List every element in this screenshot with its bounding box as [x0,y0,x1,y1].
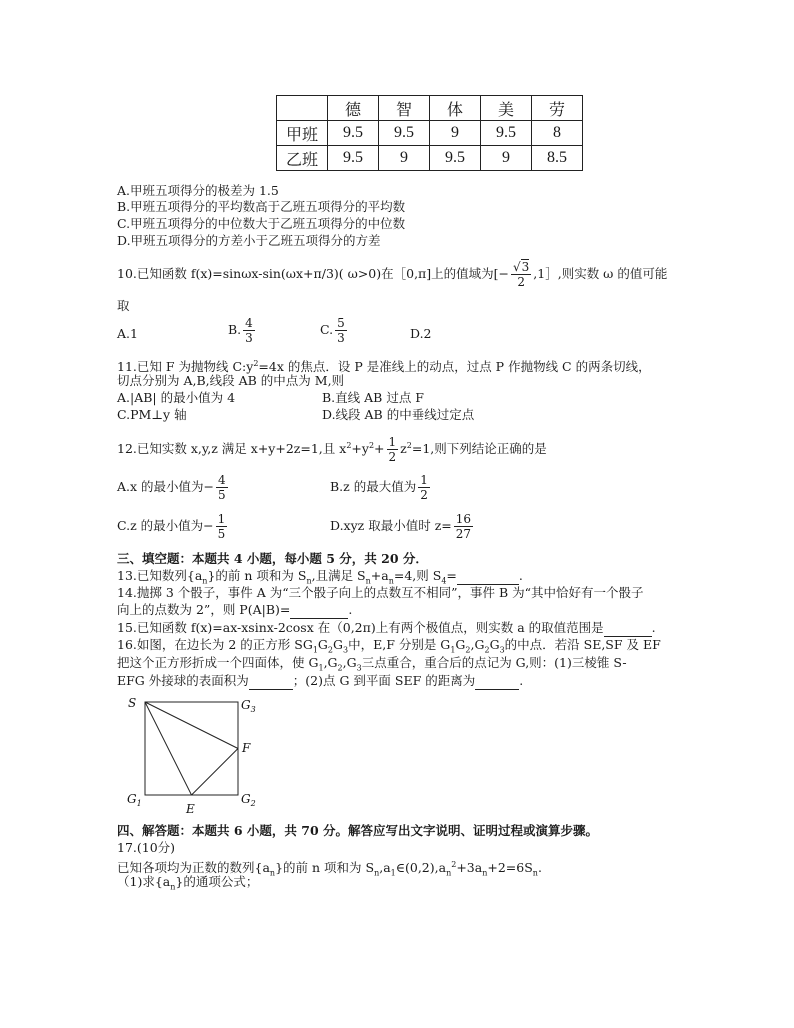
q17-header: 17.(10分) [117,840,176,855]
q13-sub: n [306,576,312,586]
q16-text: G [489,637,500,652]
q17-sub: n [170,882,176,892]
q16-text: EFG 外接球的表面积为 [117,673,249,688]
score-table [276,95,583,171]
square-fold-figure [120,692,270,822]
label-f: F [242,741,251,755]
q10-stem-text: 10.已知函数 f(x)=sinωx-sin(ωx+π/3)( ω>0)在［0,π]上的值域为[− [117,266,509,281]
q16-text: G [455,637,466,652]
q9-option-c: C.甲班五项得分的中位数大于乙班五项得分的中位数 [117,216,406,231]
table-cell: 9.5 [328,146,379,171]
frac-num: 1 [388,435,397,450]
q12-option-a-frac [216,473,228,502]
q12-option-d-frac [454,512,473,541]
q16-text: G [333,637,343,652]
q17-text: +3a [456,860,483,876]
q17-sub: n [482,868,488,878]
frac-num: 4 [218,473,226,487]
q12-option-c-text: C.z 的最小值为− [117,518,214,533]
q13-text: ,且满足 S [311,568,366,583]
q16-text: 16.如图，在边长为 2 的正方形 SG [117,637,313,652]
label-g2-sub: 2 [250,799,256,808]
q15-end: . [651,620,656,635]
section-4-title: 四、解答题：本题共 6 小题，共 70 分。解答应写出文字说明、证明过程或演算步骤。 [117,823,599,838]
q12-option-b [330,471,432,503]
q16-sub: 3 [343,645,349,655]
q17-text: ∈(0,2),a [395,860,447,876]
q11-option-a: A.|AB| 的最小值为 4 [117,390,236,405]
q12-sup: 2 [368,441,375,450]
table-cell: 9.5 [430,146,481,171]
q13-end: . [518,568,523,583]
q17-text: +2=6S [487,860,533,876]
q9-option-a: A.甲班五项得分的极差为 1.5 [117,183,279,198]
q12-text: =1,则下列结论正确的是 [411,441,547,457]
q16-end: . [519,673,524,688]
table-cell: 体 [430,96,481,121]
table-cell: 9.5 [379,121,430,146]
q16-sub: 2 [484,645,490,655]
square-outline [145,702,238,795]
label-s: S [128,696,137,710]
frac-num: 1 [420,473,428,487]
label-g1-sub: 1 [136,799,142,808]
label-e: E [186,802,195,816]
q13-text: }的前 n 项和为 S [207,568,307,583]
q14-text: 向上的点数为 2”，则 P(A|B)= [117,602,291,617]
q16-sub: 3 [356,663,362,673]
q16-text: G [317,637,328,652]
q12-stem [117,430,547,465]
table-cell: 德 [328,96,379,121]
q9-option-b: B.甲班五项得分的平均数高于乙班五项得分的平均数 [117,199,406,214]
q16-sub: 2 [337,663,343,673]
frac-den: 2 [388,450,397,465]
q17-sub: 1 [390,868,396,878]
q10-stem [117,258,667,290]
q9-option-d: D.甲班五项得分的方差小于乙班五项得分的方差 [117,233,381,248]
q10-option-a: A.1 [117,326,138,341]
section-3-title: 三、填空题：本题共 4 小题，每小题 5 分，共 20 分． [117,551,428,566]
frac-den: 5 [218,488,226,502]
q10-option-b-frac [243,316,255,345]
q15-text: 15.已知函数 f(x)=ax-xsinx-2cosx 在（0,2π)上有两个极值点，则实数 a 的取值范围是 [117,620,604,635]
q12-half-frac [387,435,399,464]
q10-stem-cont: 取 [117,298,130,313]
q16-sub: 1 [312,645,318,655]
table-cell [277,96,328,121]
q12-text: 12.已知实数 x,y,z 满足 x+y+2z=1,且 x [117,441,347,457]
q17-part1 [117,874,258,896]
q12-option-b-text: B.z 的最大值为 [330,479,417,494]
q12-sup: 2 [346,441,352,450]
q16-text: 中，E,F 分别是 G [348,637,451,652]
q11-text: 11.已知 F 为抛物线 C:y [117,359,254,375]
q16-text: ,G [323,655,338,670]
q11-sup: 2 [253,359,259,368]
q15-stem [117,620,656,637]
q10-stem-text-2: ,1］,则实数 ω 的值可能 [533,266,668,281]
q16-text: ,G [342,655,357,670]
label-g3-sub: 3 [250,705,256,714]
label-g3 [241,698,256,714]
table-cell: 乙班 [277,146,328,171]
q12-text: z [400,441,407,457]
q11-option-b: B.直线 AB 过点 F [322,390,424,405]
table-cell: 甲班 [277,121,328,146]
frac-num: 16 [455,512,472,526]
q16-answer-blank-1[interactable] [249,673,293,690]
table-cell: 8.5 [532,146,583,171]
label-g2 [241,792,256,808]
q11-option-c: C.PM⊥y 轴 [117,407,187,422]
q12-option-d-text: D.xyz 取最小值时 z= [330,518,452,533]
table-cell: 8 [532,121,583,146]
table-cell: 9.5 [328,121,379,146]
q16-answer-blank-2[interactable] [475,673,519,690]
table-cell: 9 [379,146,430,171]
q10-sqrt-value: 3 [521,260,530,274]
q10-option-d: D.2 [410,326,432,341]
table-cell: 9 [430,121,481,146]
q12-text: + [374,441,385,457]
q16-sub: 2 [465,645,471,655]
q17-sub: n [532,868,538,878]
table-header-row [277,96,583,121]
frac-den: 27 [455,527,472,541]
q12-sup: 2 [406,441,412,450]
q14-line2 [117,602,352,619]
table-cell: 9 [481,146,532,171]
q11-stem-line2: 切点分别为 A,B,线段 AB 的中点为 M,则 [117,373,345,388]
q16-text: ,G [470,637,485,652]
q11-option-d: D.线段 AB 的中垂线过定点 [322,407,475,422]
q17-text: 已知各项均为正数的数列{a [117,860,270,876]
q11-text-2: =4x 的焦点．设 P 是准线上的动点，过点 P 作抛物线 C 的两条切线， [258,359,651,375]
q13-sub: n [365,576,371,586]
label-g2-letter: G [241,792,251,806]
q17-sup: 2 [451,860,457,869]
q16-sub: 1 [318,663,324,673]
q13-text: +a [370,568,389,583]
frac-num: 4 [245,316,253,330]
q16-sub: 3 [499,645,505,655]
q16-text: 的中点．若沿 SE,SF 及 EF [504,637,661,652]
q16-text: 三点重合，重合后的点记为 G,则：(1)三棱锥 S- [361,655,627,670]
q10-option-c [320,314,349,346]
q12-option-a [117,471,230,503]
q12-option-c-frac [216,512,228,541]
segment-ef [192,749,239,796]
table-row [277,146,583,171]
label-g1 [127,792,142,808]
table-cell: 美 [481,96,532,121]
q17-text: }的通项公式； [175,874,259,889]
q10-option-c-label: C. [320,322,334,337]
q17-text: }的前 n 项和为 S [275,860,375,876]
table-cell: 劳 [532,96,583,121]
q16-line3 [117,673,523,690]
q17-text: ,a [379,860,391,876]
frac-den: 3 [245,331,253,345]
q12-text: +y [351,441,369,457]
q13-text: 13.已知数列{a [117,568,203,583]
q12-option-c [117,510,229,542]
table-row [277,121,583,146]
q10-option-b-label: B. [228,322,242,337]
frac-num: 5 [337,316,345,330]
label-g1-letter: G [127,792,137,806]
frac-den: 5 [217,527,226,541]
frac-den: 2 [420,488,428,502]
q14-end: . [348,602,353,617]
q17-text: . [537,860,542,876]
segment-se [145,702,192,795]
q15-answer-blank[interactable] [604,620,652,637]
q12-option-a-text: A.x 的最小值为− [117,479,214,494]
q10-range-fraction: $\frac{√3}{2}$ [513,260,530,289]
q12-option-b-frac [418,473,430,502]
q10-option-c-frac [335,316,347,345]
q10-option-b [228,314,257,346]
table-cell: 智 [379,96,430,121]
q17-sub: n [269,868,276,878]
segment-sf [145,702,238,749]
q16-sub: 2 [327,645,333,655]
q13-text: = [446,568,457,583]
q13-answer-blank[interactable] [457,568,519,585]
q13-sub: 4 [441,576,447,586]
q12-option-d [330,510,475,542]
label-g3-letter: G [241,698,251,712]
frac-den: 3 [337,331,345,345]
q17-text: （1)求{a [117,874,171,889]
q13-sub: n [388,576,394,586]
table-cell: 9.5 [481,121,532,146]
q16-text: 把这个正方形折成一个四面体，使 G [117,655,319,670]
q17-sub: n [446,868,452,878]
q17-sub: n [374,868,380,878]
q13-sub: n [202,576,208,586]
q10-range-den: 2 [517,275,525,289]
q16-sub: 1 [450,645,456,655]
frac-num: 1 [217,512,226,526]
q14-line1: 14.抛掷 3 个骰子，事件 A 为“三个骰子向上的点数互不相同”，事件 B 为“其中恰好有一个骰子 [117,585,644,600]
q13-text: =4,则 S [393,568,442,583]
q14-answer-blank[interactable] [290,602,348,619]
q16-text: ；(2)点 G 到平面 SEF 的距离为 [292,673,476,688]
